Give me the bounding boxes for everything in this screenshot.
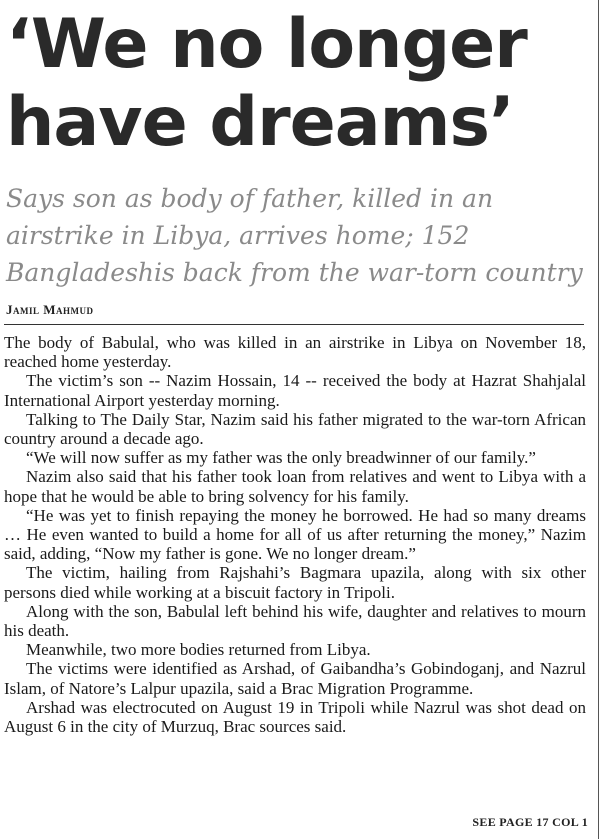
body-paragraph-10: The victims were identified as Arshad, of Gaibandha’s Gobindoganj, and Nazrul Islam, of Natore’s Lalpur upazila, said a Brac Migration Programme.	[4, 659, 586, 698]
headline-line-1: ‘We no longer	[6, 5, 527, 84]
body-paragraph-7: The victim, hailing from Rajshahi’s Bagmara upazila, along with six other persons died while working at a biscuit factory in Tripoli.	[4, 563, 586, 602]
byline-divider	[4, 324, 584, 325]
body-paragraph-5: Nazim also said that his father took loan from relatives and went to Libya with a hope that he would be able to bring solvency for his family.	[4, 467, 586, 506]
byline: Jamil Mahmud	[6, 302, 94, 317]
body-paragraph-4: “We will now suffer as my father was the only breadwinner of our family.”	[26, 448, 536, 468]
body-paragraph-2: The victim’s son -- Nazim Hossain, 14 -- received the body at Hazrat Shahjalal International Airport yesterday morning.	[4, 371, 586, 410]
body-paragraph-11: Arshad was electrocuted on August 19 in Tripoli while Nazrul was shot dead on August 6 in the city of Murzuq, Brac sources said.	[4, 697, 586, 737]
headline	[6, 6, 596, 162]
deck-subheadline: Says son as body of father, killed in an airstrike in Libya, arrives home; 152 Bangladeshis back from the war-torn country	[6, 184, 583, 287]
continuation-jump-line: SEE PAGE 17 COL 1	[472, 815, 588, 829]
body-paragraph-3: Talking to The Daily Star, Nazim said his father migrated to the war-torn African country around a decade ago.	[4, 409, 586, 449]
article-body	[4, 333, 586, 736]
body-paragraph-9: Meanwhile, two more bodies returned from Libya.	[26, 640, 371, 660]
headline-line-2: have dreams’	[6, 83, 514, 162]
body-paragraph-1: The body of Babulal, who was killed in an airstrike in Libya on November 18, reached home yesterday.	[4, 333, 586, 372]
body-paragraph-8: Along with the son, Babulal left behind his wife, daughter and relatives to mourn his death.	[4, 601, 586, 641]
body-paragraph-6: “He was yet to finish repaying the money he borrowed. He had so many dreams … He even wanted to build a home for all of us after returning the money,” Nazim said, adding, “Now my father is gone. We no longer dream.”	[4, 505, 586, 564]
column-divider	[598, 0, 599, 839]
